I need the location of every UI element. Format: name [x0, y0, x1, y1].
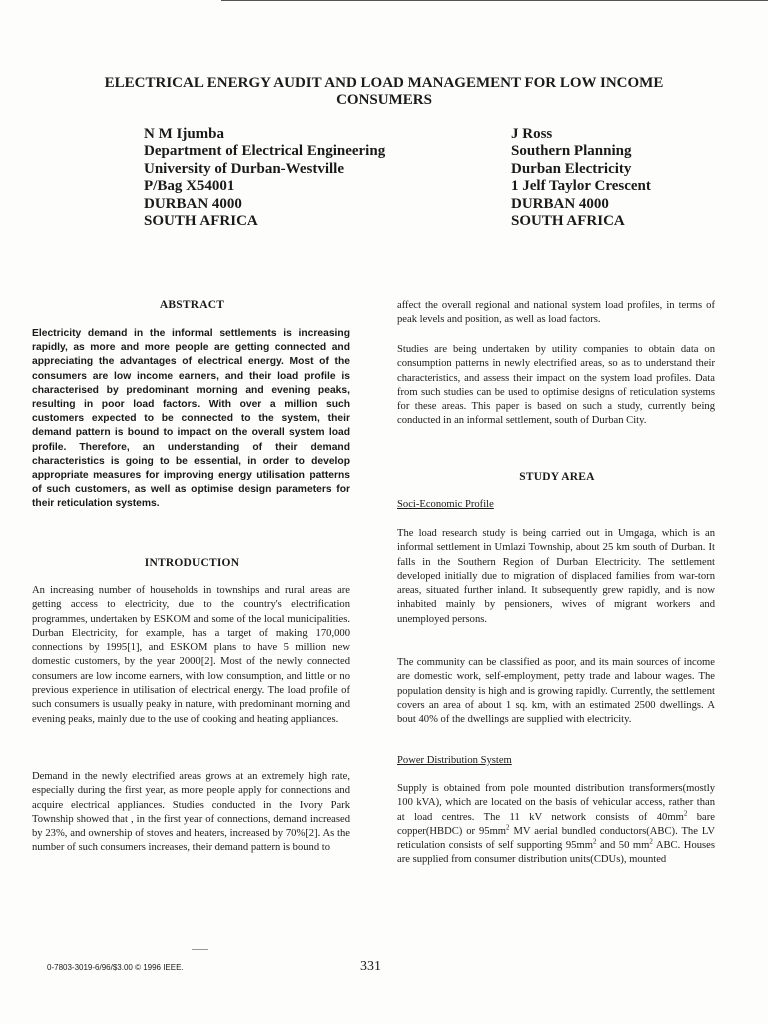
author-block-2 [511, 126, 651, 230]
studies-paragraph: Studies are being undertaken by utility companies to obtain data on consumption patterns in newly electrified areas, so as to understand their characteristics, and assess their impact on the system load profiles. Data from such studies can be used to optimise designs of reticulation systems for these areas. This paper is based on such a study, currently being conducted in an informal settlement, south of Durban City. [397, 344, 715, 427]
superscript: 2 [592, 837, 597, 846]
author-address: DURBAN 4000 [144, 195, 242, 212]
power-text-part: bare copper(HBDC) or 95mm [397, 811, 715, 837]
superscript: 2 [683, 809, 688, 818]
paper-title [60, 75, 708, 109]
author-name: J Ross [511, 126, 553, 142]
author-affiliation: Southern Planning [511, 143, 632, 160]
power-text-part: ABC. Houses are supplied from consumer distribution units(CDUs), mounted [397, 840, 715, 866]
top-rule [221, 0, 768, 1]
soci-economic-paragraph-2: The community can be classified as poor, and its main sources of income are domestic work, self-employment, petty trade and labour wages. The population density is high and is growing rapidly. Currently, the settlement covers an area of about 1 sq. km, with an estimated 2500 dwellings. A bout 40% of the dwellings are supplied with electricity. [397, 657, 715, 726]
author-affiliation: Department of Electrical Engineering [144, 143, 386, 160]
superscript: 2 [506, 823, 510, 832]
introduction-paragraph-2: Demand in the newly electrified areas grows at an extremely high rate, especially during the first year, as more people apply for connections and acquire electrical appliances. Studies conducted in the Ivory Park Township showed that , in the first year of connections, demand increased by 23%, and ownership of stoves and heaters, increased by 70%[2]. As the number of such consumers increases, their demand pattern is bound to [32, 771, 350, 854]
soci-economic-subheading: Soci-Economic Profile [397, 499, 494, 510]
power-distribution-paragraph [397, 782, 715, 868]
superscript: 2 [649, 837, 653, 846]
author-affiliation: Durban Electricity [511, 160, 632, 177]
power-text-part: Supply is obtained from pole mounted distribution transformers(mostly 100 kVA), which are located on the basis of vehicular access, rather than at load centres. The 11 kV network consists of 40mm [397, 783, 715, 823]
abstract-text: Electricity demand in the informal settlements is increasing rapidly, as more and more people are getting connected and appreciating the advantages of electrical energy. Most of the consumers are low income earners, and their load profile is characterised by predominant morning and evening peaks, resulting in poor load factors. With over a million such customers expected to be connected to the system, their demand pattern is bound to impact on the overall system load profile. Therefore, an understanding of their demand characteristics is going to be essential, in order to develop appropriate measures for improving energy utilisation patterns of such customers, as well as optimise design parameters for their reticulation systems. [32, 328, 350, 510]
author-country: SOUTH AFRICA [144, 213, 258, 230]
introduction-paragraph-1: An increasing number of households in townships and rural areas are getting access to electricity, due to the country's electrification programmes, undertaken by ESKOM and some of the local municipalities. Durban Electricity, for example, has a target of making 170,000 connections by 1995[1], and ESKOM plans to have 5 million new domestic customers, by the year 2000[2]. Most of the newly connected consumers are low income earners, with low consumption, and little or no previous experience in utilisation of electrical energy. The load profile of such consumers is usually peaky in nature, with predominant morning and evening peaks, mainly due to the use of cooking and heating appliances. [32, 585, 350, 725]
footer-mark [192, 949, 208, 950]
author-name: N M Ijumba [144, 126, 225, 142]
power-text-part: and 50 mm [596, 840, 650, 852]
power-distribution-subheading: Power Distribution System [397, 755, 512, 766]
title-line-2: CONSUMERS [336, 92, 432, 108]
author-address: P/Bag X54001 [144, 178, 235, 195]
author-country: SOUTH AFRICA [511, 213, 625, 230]
title-line-1: ELECTRICAL ENERGY AUDIT AND LOAD MANAGEMENT FOR LOW INCOME [104, 75, 664, 91]
author-affiliation: University of Durban-Westville [144, 160, 344, 177]
author-address: 1 Jelf Taylor Crescent [511, 178, 651, 195]
copyright-line: 0-7803-3019-6/96/$3.00 © 1996 IEEE. [47, 963, 184, 972]
power-text-part: MV aerial bundled conductors(ABC). The LV reticulation consists of self supporting 95mm [397, 825, 715, 852]
author-block-1 [144, 126, 385, 230]
author-address: DURBAN 4000 [511, 195, 609, 212]
continued-paragraph: affect the overall regional and national system load profiles, in terms of peak levels and position, as well as load factors. [397, 300, 715, 326]
introduction-heading: INTRODUCTION [144, 557, 240, 569]
page-number: 331 [360, 959, 381, 974]
study-area-heading: STUDY AREA [519, 471, 595, 483]
soci-economic-paragraph-1: The load research study is being carried out in Umgaga, which is an informal settlement in Umlazi Township, about 25 km south of Durban. It falls in the Southern Region of Durban Electricity. The settlement developed initially due to migration of displaced families from war-torn areas, situated further inland. It subsequently grew rapidly, and is now inhabited mainly by pensioners, wives of migrant workers and unemployed persons. [397, 528, 715, 625]
abstract-heading: ABSTRACT [159, 299, 225, 311]
